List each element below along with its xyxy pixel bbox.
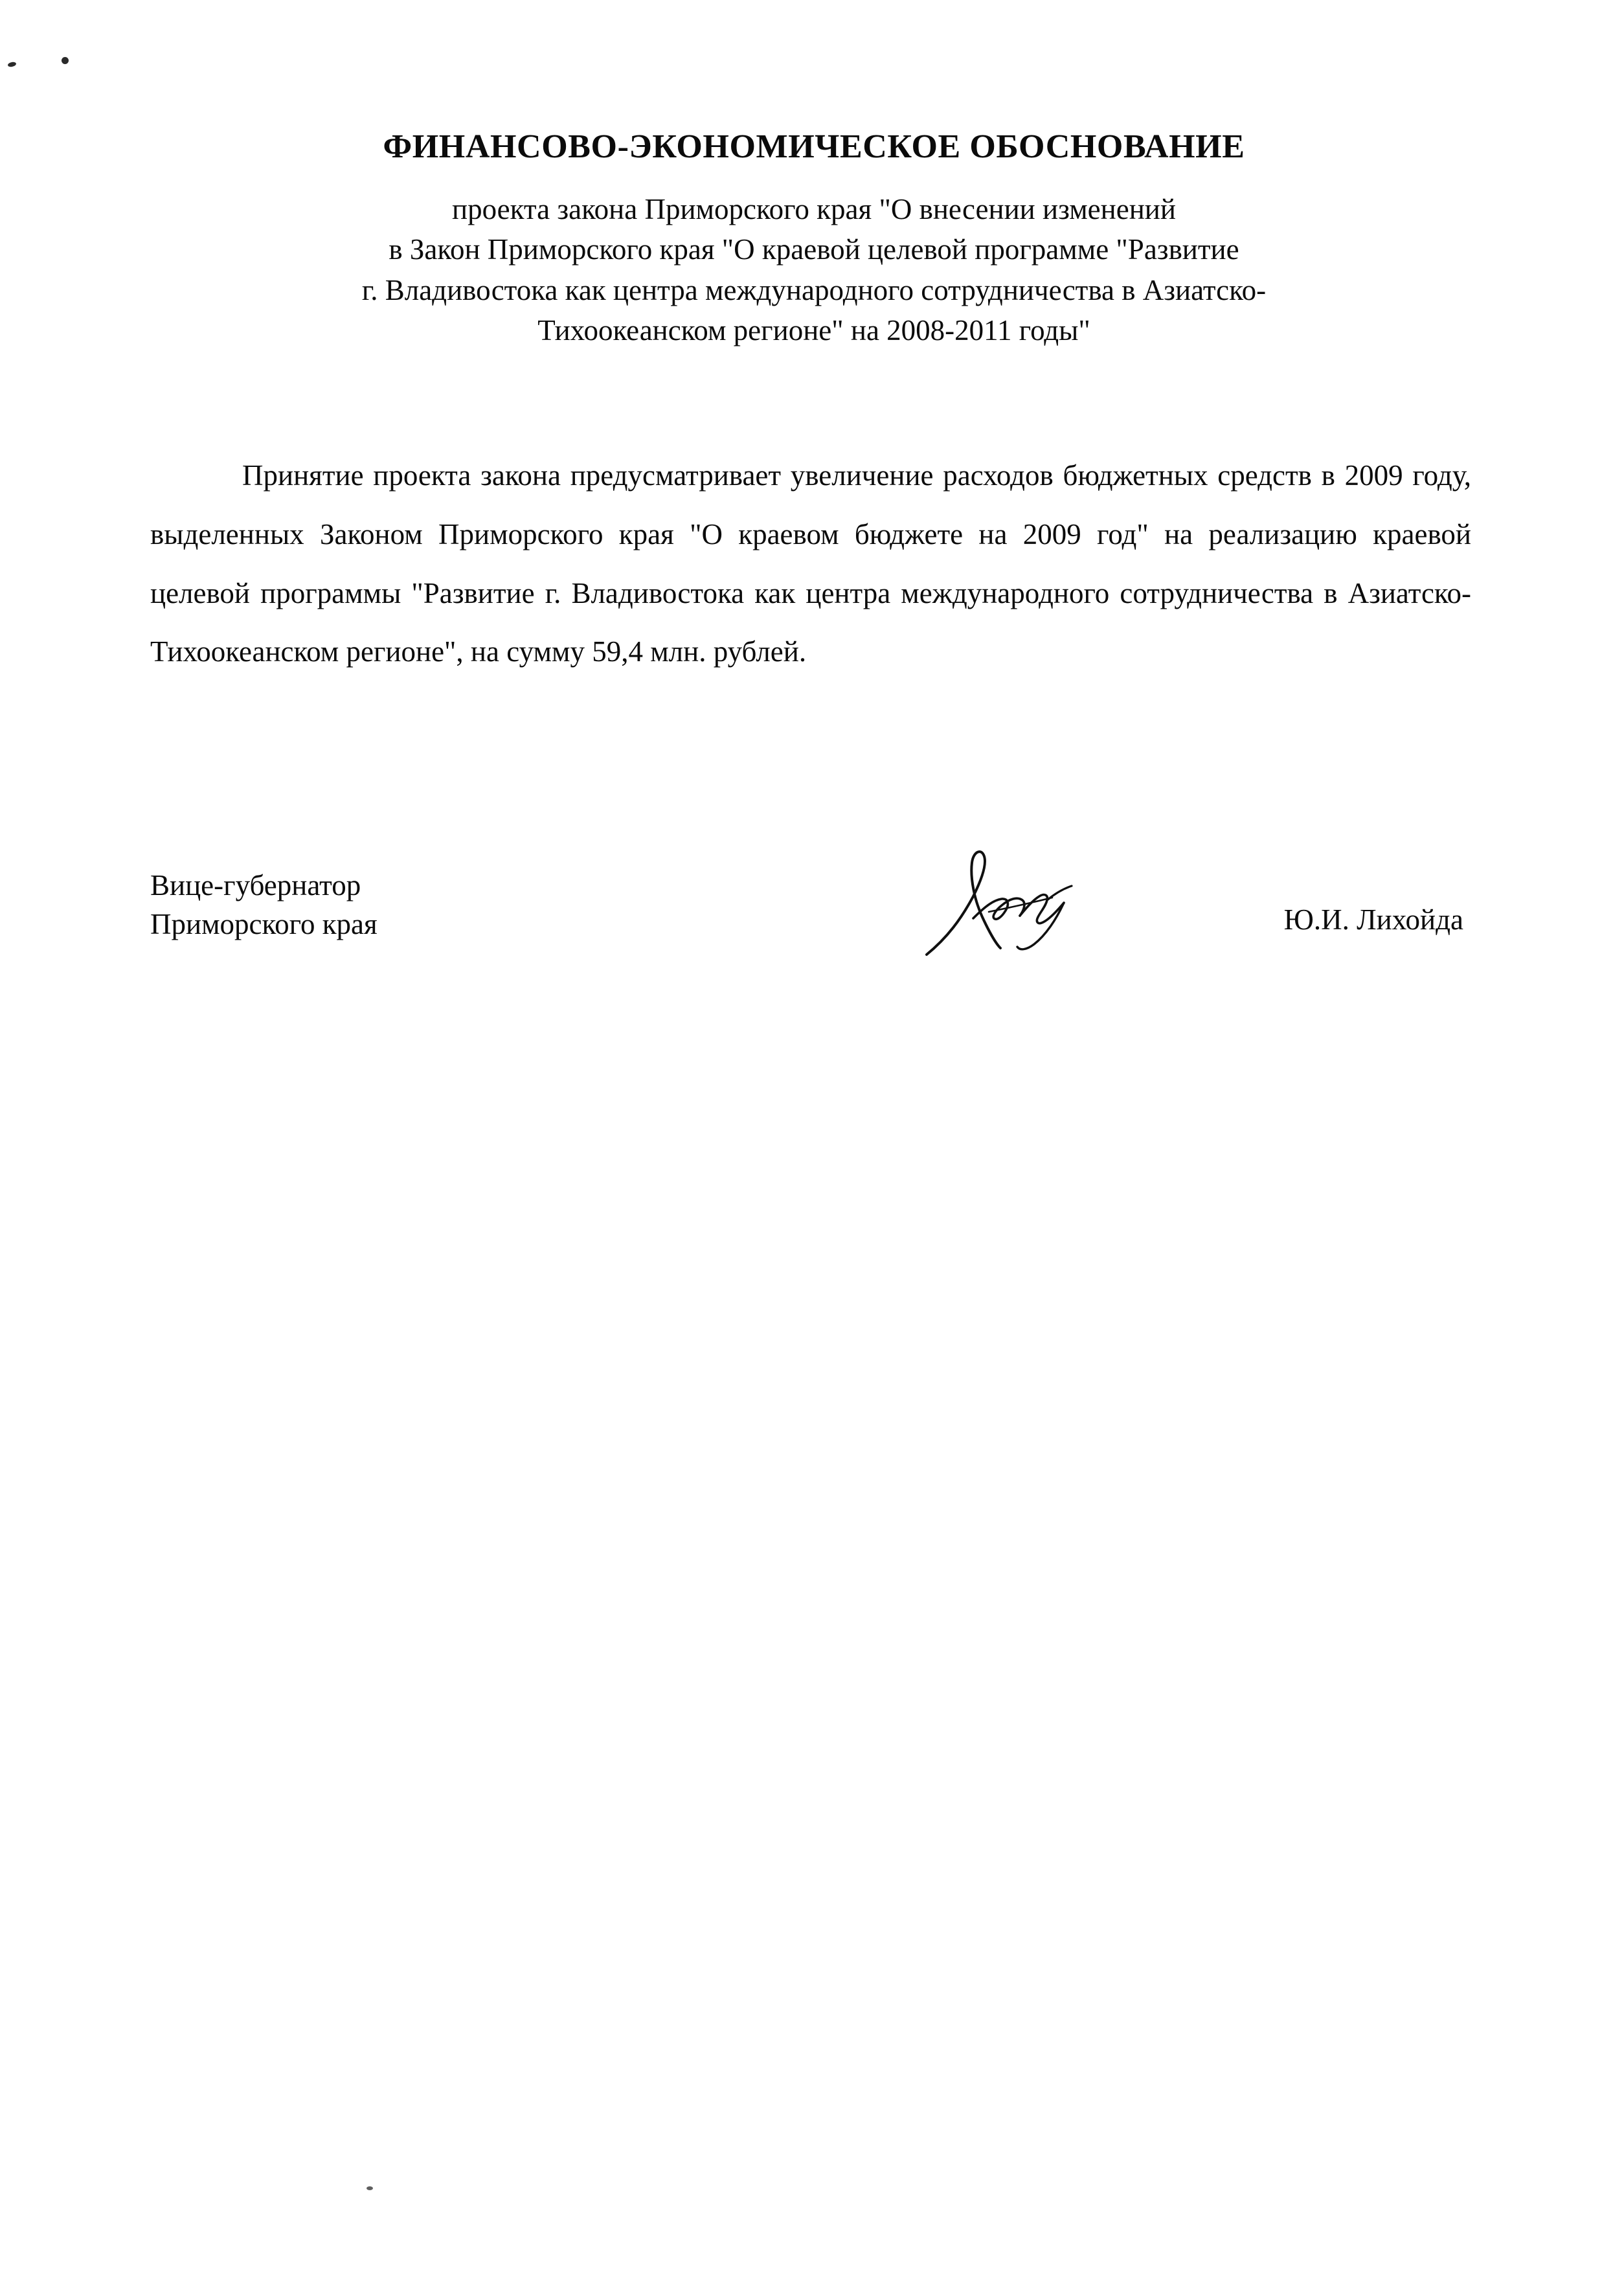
- signer-name: Ю.И. Лихойда: [1283, 903, 1463, 936]
- handwritten-signature-icon: [911, 841, 1118, 983]
- signer-role-line: Вице-губернатор: [150, 869, 361, 902]
- signature-block: [150, 867, 1478, 1003]
- subtitle-line: Тихоокеанском регионе" на 2008-2011 годы": [537, 313, 1090, 346]
- body-paragraph: Принятие проекта закона предусматривает увеличение расходов бюджетных средств в 2009 году, выделенных Законом Приморского края "О краевом бюджете на 2009 год" на реализацию краевой целевой программы "Развитие г. Владивостока как центра международного сотрудничества в Азиатско-Тихоокеанском регионе", на сумму 59,4 млн. рублей.: [150, 459, 1471, 668]
- signer-role: [150, 867, 378, 944]
- subtitle-line: проекта закона Приморского края "О внесении изменений: [452, 193, 1176, 226]
- subtitle-line: г. Владивостока как центра международного сотрудничества в Азиатско-: [361, 273, 1267, 306]
- scan-speck: [367, 2186, 373, 2190]
- document-content: [150, 127, 1478, 1003]
- scan-speck: [7, 62, 16, 68]
- signer-role-line: Приморского края: [150, 907, 378, 940]
- scan-speck: [62, 57, 69, 64]
- page-title: ФИНАНСОВО-ЭКОНОМИЧЕСКОЕ ОБОСНОВАНИЕ: [383, 128, 1245, 165]
- document-subtitle: [264, 189, 1364, 350]
- subtitle-line: в Закон Приморского края "О краевой целевой программе "Развитие: [389, 233, 1239, 266]
